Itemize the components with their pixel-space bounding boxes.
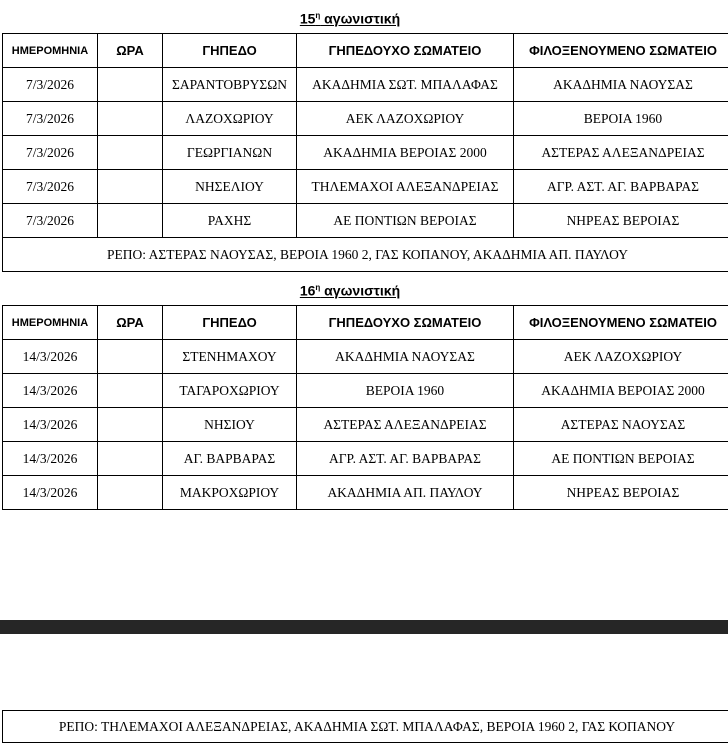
table-row [3,374,728,408]
match-date: 7/3/2026 [3,170,98,204]
match-date: 14/3/2026 [3,476,98,510]
table-row [3,408,728,442]
match-venue: ΓΕΩΡΓΙΑΝΩΝ [163,136,297,170]
match-time [98,374,163,408]
match-venue: ΜΑΚΡΟΧΩΡΙΟΥ [163,476,297,510]
match-date: 14/3/2026 [3,442,98,476]
table-row [3,442,728,476]
header-date: ΗΜΕΡΟΜΗΝΙΑ [3,306,98,340]
match-time [98,102,163,136]
round-16-title [0,279,700,300]
round-16-table [2,305,728,510]
round-16-repo [2,710,728,743]
match-away-team: ΝΗΡΕΑΣ ΒΕΡΟΙΑΣ [514,476,728,510]
match-away-team: ΑΓΡ. ΑΣΤ. ΑΓ. ΒΑΡΒΑΡΑΣ [514,170,728,204]
round-16-number: 16 [299,282,316,299]
header-home: ΓΗΠΕΔΟΥΧΟ ΣΩΜΑΤΕΙΟ [297,306,514,340]
match-home-team: ΑΚΑΔΗΜΙΑ ΒΕΡΟΙΑΣ 2000 [297,136,514,170]
table-row [3,476,728,510]
table-header-row [3,306,728,340]
header-venue: ΓΗΠΕΔΟ [163,34,297,68]
match-home-team: ΑΓΡ. ΑΣΤ. ΑΓ. ΒΑΡΒΑΡΑΣ [297,442,514,476]
match-venue: ΣΑΡΑΝΤΟΒΡΥΣΩΝ [163,68,297,102]
match-venue: ΝΗΣΙΟΥ [163,408,297,442]
match-home-team: ΒΕΡΟΙΑ 1960 [297,374,514,408]
header-venue: ΓΗΠΕΔΟ [163,306,297,340]
table-row [3,204,728,238]
match-time [98,136,163,170]
match-venue: ΛΑΖΟΧΩΡΙΟΥ [163,102,297,136]
match-time [98,204,163,238]
match-time [98,442,163,476]
round-16-label: αγωνιστική [320,282,401,299]
match-date: 14/3/2026 [3,374,98,408]
table-row [3,340,728,374]
header-time: ΩΡΑ [98,306,163,340]
round-15-number: 15 [299,10,316,27]
page-separator [0,620,728,634]
round-15-label: αγωνιστική [320,10,401,27]
match-venue: ΑΓ. ΒΑΡΒΑΡΑΣ [163,442,297,476]
round-16-suffix: η [315,283,321,292]
header-away: ΦΙΛΟΞΕΝΟΥΜΕΝΟ ΣΩΜΑΤΕΙΟ [514,34,728,68]
match-away-team: ΝΗΡΕΑΣ ΒΕΡΟΙΑΣ [514,204,728,238]
match-date: 7/3/2026 [3,204,98,238]
match-away-team: ΑΚΑΔΗΜΙΑ ΝΑΟΥΣΑΣ [514,68,728,102]
round-15-suffix: η [315,11,321,20]
match-time [98,408,163,442]
match-venue: ΤΑΓΑΡΟΧΩΡΙΟΥ [163,374,297,408]
table-row [3,68,728,102]
match-date: 14/3/2026 [3,408,98,442]
round-15-title [0,7,700,28]
round-15-repo: ΡΕΠΟ: ΑΣΤΕΡΑΣ ΝΑΟΥΣΑΣ, ΒΕΡΟΙΑ 1960 2, ΓΑΣ ΚΟΠΑΝΟΥ, ΑΚΑΔΗΜΙΑ ΑΠ. ΠΑΥΛΟΥ [3,238,728,272]
match-away-team: ΑΕΚ ΛΑΖΟΧΩΡΙΟΥ [514,340,728,374]
match-venue: ΡΑΧΗΣ [163,204,297,238]
table-row [3,136,728,170]
table-row [3,102,728,136]
table-header-row [3,34,728,68]
repo-row [3,238,728,272]
match-home-team: ΑΕΚ ΛΑΖΟΧΩΡΙΟΥ [297,102,514,136]
match-time [98,170,163,204]
match-away-team: ΑΣΤΕΡΑΣ ΝΑΟΥΣΑΣ [514,408,728,442]
match-home-team: ΑΕ ΠΟΝΤΙΩΝ ΒΕΡΟΙΑΣ [297,204,514,238]
match-home-team: ΑΣΤΕΡΑΣ ΑΛΕΞΑΝΔΡΕΙΑΣ [297,408,514,442]
match-away-team: ΑΣΤΕΡΑΣ ΑΛΕΞΑΝΔΡΕΙΑΣ [514,136,728,170]
round-16-repo-text: ΡΕΠΟ: ΤΗΛΕΜΑΧΟΙ ΑΛΕΞΑΝΔΡΕΙΑΣ, ΑΚΑΔΗΜΙΑ ΣΩΤ. ΜΠΑΛΑΦΑΣ, ΒΕΡΟΙΑ 1960 2, ΓΑΣ ΚΟΠΑΝΟΥ [58,718,676,734]
table-row [3,170,728,204]
match-home-team: ΤΗΛΕΜΑΧΟΙ ΑΛΕΞΑΝΔΡΕΙΑΣ [297,170,514,204]
round-15-table [2,33,728,272]
match-date: 7/3/2026 [3,136,98,170]
match-venue: ΣΤΕΝΗΜΑΧΟΥ [163,340,297,374]
match-away-team: ΒΕΡΟΙΑ 1960 [514,102,728,136]
match-home-team: ΑΚΑΔΗΜΙΑ ΣΩΤ. ΜΠΑΛΑΦΑΣ [297,68,514,102]
match-home-team: ΑΚΑΔΗΜΙΑ ΝΑΟΥΣΑΣ [297,340,514,374]
match-venue: ΝΗΣΕΛΙΟΥ [163,170,297,204]
match-home-team: ΑΚΑΔΗΜΙΑ ΑΠ. ΠΑΥΛΟΥ [297,476,514,510]
match-date: 14/3/2026 [3,340,98,374]
header-date: ΗΜΕΡΟΜΗΝΙΑ [3,34,98,68]
match-time [98,340,163,374]
header-home: ΓΗΠΕΔΟΥΧΟ ΣΩΜΑΤΕΙΟ [297,34,514,68]
header-away: ΦΙΛΟΞΕΝΟΥΜΕΝΟ ΣΩΜΑΤΕΙΟ [514,306,728,340]
match-date: 7/3/2026 [3,68,98,102]
match-away-team: ΑΕ ΠΟΝΤΙΩΝ ΒΕΡΟΙΑΣ [514,442,728,476]
match-date: 7/3/2026 [3,102,98,136]
match-away-team: ΑΚΑΔΗΜΙΑ ΒΕΡΟΙΑΣ 2000 [514,374,728,408]
match-time [98,68,163,102]
match-time [98,476,163,510]
header-time: ΩΡΑ [98,34,163,68]
